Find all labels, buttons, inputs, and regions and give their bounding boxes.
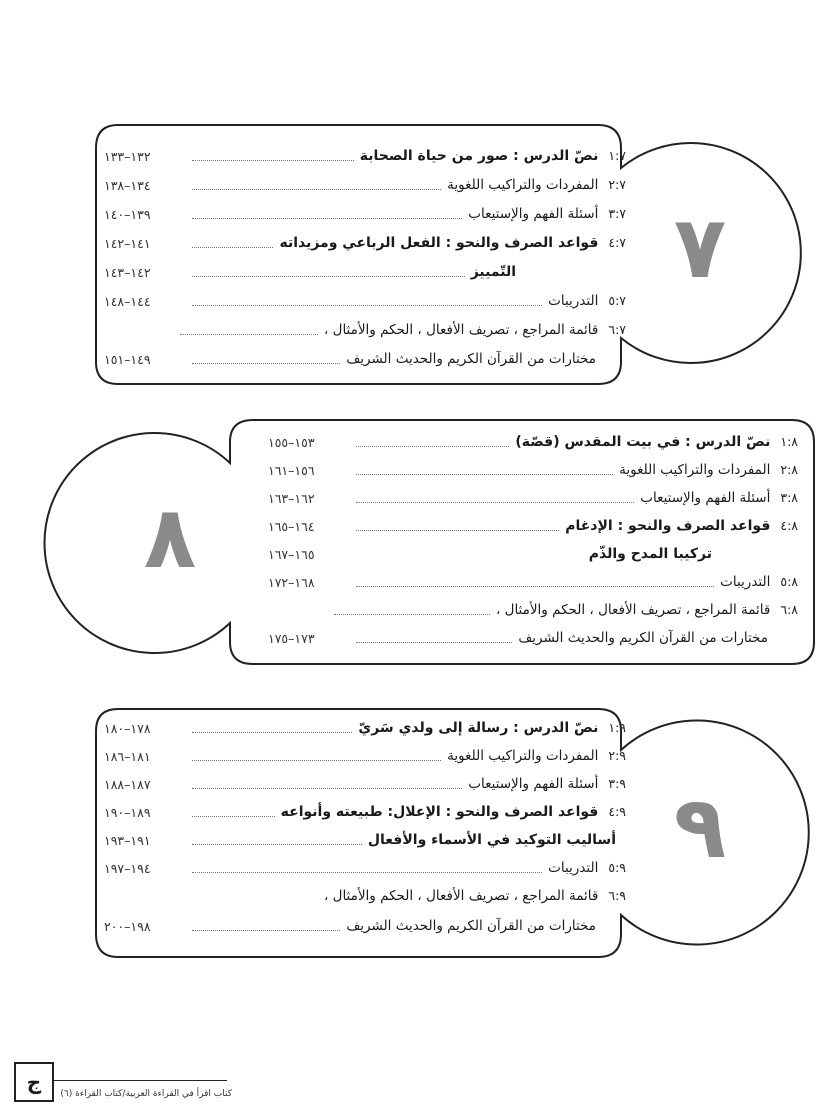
section-title: أسئلة الفهم والإستيعاب	[640, 490, 771, 506]
section-title: نصّ الدرس : في بيت المقدس (قصّة)	[515, 434, 771, 450]
section-title: قواعد الصرف والنحو : الإدغام	[565, 518, 771, 534]
section-title: مختارات من القرآن الكريم والحديث الشريف	[346, 351, 596, 367]
section-number: ٤:٧	[608, 235, 626, 250]
page-range: ١٤٤–١٤٨	[104, 293, 151, 309]
page-range: ١٣٩–١٤٠	[104, 206, 151, 222]
section-number: ١:٨	[780, 434, 798, 449]
section-title: نصّ الدرس : صور من حياة الصحابة	[359, 148, 599, 164]
toc-row[interactable]	[104, 827, 626, 853]
unit-8-numeral: ٨	[143, 488, 197, 588]
leader-dots	[192, 844, 362, 845]
section-number: ٢:٧	[608, 177, 626, 192]
toc-row[interactable]	[104, 799, 626, 825]
toc-row[interactable]	[104, 771, 626, 797]
section-title: التّمييز	[470, 264, 516, 280]
page-range: ١٧٣–١٧٥	[268, 630, 315, 646]
page-range: ١٩١–١٩٣	[104, 832, 151, 848]
section-title: التدريبات	[720, 574, 771, 590]
leader-dots	[192, 930, 340, 931]
section-title: قواعد الصرف والنحو : الفعل الرباعي ومزيداته	[279, 235, 599, 251]
section-number: ١:٩	[608, 720, 626, 735]
toc-row[interactable]	[104, 743, 626, 769]
section-title: قائمة المراجع ، تصريف الأفعال ، الحكم والأمثال ،	[495, 602, 771, 618]
toc-row[interactable]	[104, 715, 626, 741]
section-title: المفردات والتراكيب اللغوية	[447, 748, 599, 764]
page-letter-box	[14, 1062, 54, 1102]
section-title: المفردات والتراكيب اللغوية	[619, 462, 771, 478]
section-title: أسئلة الفهم والإستيعاب	[468, 206, 599, 222]
page-range: ١٦٨–١٧٢	[268, 574, 315, 590]
section-number: ٦:٩	[608, 888, 626, 903]
section-number: ٥:٧	[608, 293, 626, 308]
leader-dots	[192, 872, 542, 873]
section-number: ٣:٨	[780, 490, 798, 505]
page-range: ١٨٩–١٩٠	[104, 804, 151, 820]
page-range: ١٧٨–١٨٠	[104, 720, 151, 736]
page-range: ١٥٣–١٥٥	[268, 434, 315, 450]
page-range: ١٤٩–١٥١	[104, 351, 151, 367]
section-title: أسئلة الفهم والإستيعاب	[468, 776, 599, 792]
section-number: ٥:٨	[780, 574, 798, 589]
section-title: التدريبات	[548, 293, 599, 309]
page-range: ١٩٤–١٩٧	[104, 860, 151, 876]
page-range: ١٨٧–١٨٨	[104, 776, 151, 792]
section-title: قواعد الصرف والنحو : الإعلال: طبيعته وأنواعه	[280, 804, 599, 820]
section-number: ٤:٨	[780, 518, 798, 533]
section-number: ١:٧	[608, 148, 626, 163]
toc-row[interactable]	[104, 855, 626, 881]
section-title: نصّ الدرس : رسالة إلى ولدي سَريّ	[358, 720, 599, 736]
section-title: مختارات من القرآن الكريم والحديث الشريف	[518, 630, 768, 646]
leader-dots	[192, 732, 352, 733]
page-range: ١٦٢–١٦٣	[268, 490, 315, 506]
section-number: ٦:٧	[608, 322, 626, 337]
section-title: أساليب التوكيد في الأسماء والأفعال	[367, 832, 616, 848]
page-range: ١٨١–١٨٦	[104, 748, 151, 764]
section-number: ٦:٨	[780, 602, 798, 617]
page-range: ١٦٥–١٦٧	[268, 546, 315, 562]
leader-dots	[192, 760, 441, 761]
leader-dots	[192, 788, 462, 789]
footer-rule	[52, 1080, 227, 1081]
page-range: ١٩٨–٢٠٠	[104, 918, 151, 934]
section-title: تركيبا المدح والذّم	[588, 546, 712, 562]
page-range: ١٣٤–١٣٨	[104, 177, 151, 193]
page-range: ١٤١–١٤٢	[104, 235, 151, 251]
page-range: ١٣٢–١٣٣	[104, 148, 151, 164]
section-number: ٢:٨	[780, 462, 798, 477]
page-range: ١٥٦–١٦١	[268, 462, 315, 478]
page-range: ١٤٢–١٤٣	[104, 264, 151, 280]
leader-dots	[192, 816, 275, 817]
section-number: ٣:٩	[608, 776, 626, 791]
footer-caption: كتاب اقرأ في القراءة العربية/كتاب القراءة (٦)	[60, 1089, 232, 1099]
section-number: ٥:٩	[608, 860, 626, 875]
section-number: ٣:٧	[608, 206, 626, 221]
section-title: المفردات والتراكيب اللغوية	[447, 177, 599, 193]
section-title: التدريبات	[548, 860, 599, 876]
unit-7-numeral: ٧	[673, 198, 727, 298]
section-title: قائمة المراجع ، تصريف الأفعال ، الحكم والأمثال ،	[323, 322, 599, 338]
section-title: مختارات من القرآن الكريم والحديث الشريف	[346, 918, 596, 934]
page-letter: ج	[26, 1070, 42, 1094]
unit-9-rows	[104, 715, 626, 950]
page-range: ١٦٤–١٦٥	[268, 518, 315, 534]
toc-row[interactable]	[104, 913, 626, 939]
unit-9-numeral: ٩	[673, 778, 727, 878]
section-number: ٢:٩	[608, 748, 626, 763]
section-number: ٤:٩	[608, 804, 626, 819]
toc-row[interactable]	[104, 883, 626, 909]
section-title: قائمة المراجع ، تصريف الأفعال ، الحكم والأمثال ،	[323, 888, 599, 904]
